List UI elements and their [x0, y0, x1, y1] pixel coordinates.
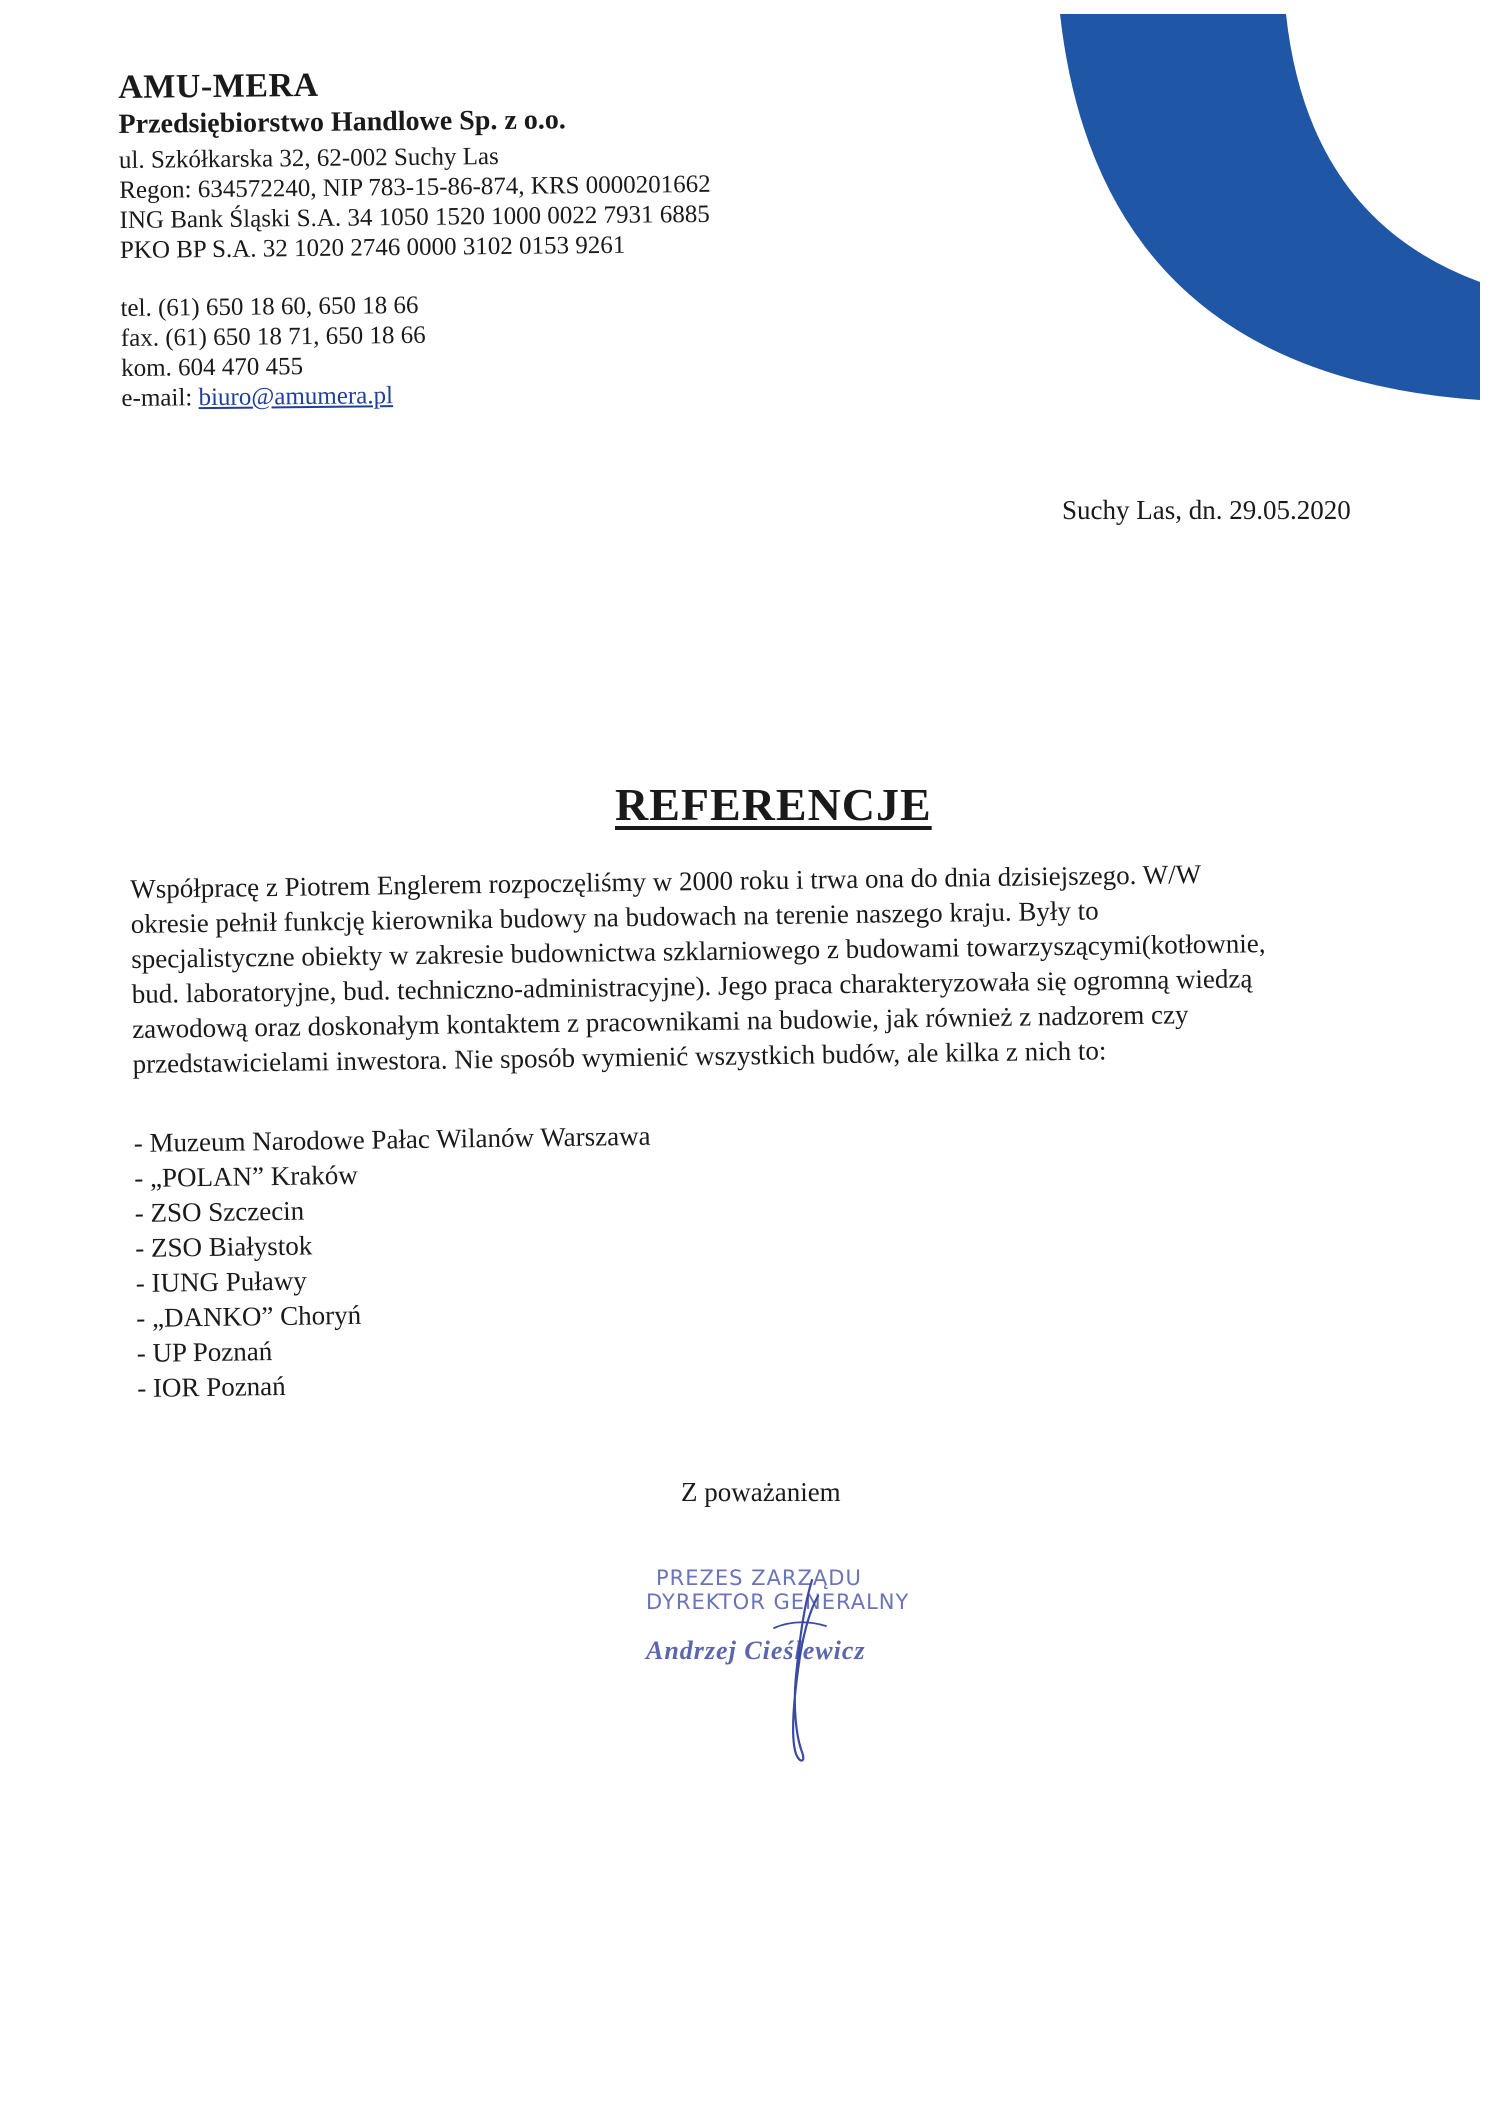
- list-item: - „DANKO” Choryń: [136, 1299, 362, 1333]
- list-item: - IOR Poznań: [136, 1370, 286, 1403]
- body-line: zawodową oraz doskonałym kontaktem z pracownikami na budowie, jak również z nadzorem czy: [131, 999, 1189, 1044]
- place-and-date: Suchy Las, dn. 29.05.2020: [1062, 495, 1351, 525]
- company-name: AMU-MERA: [118, 66, 319, 106]
- project-list: [134, 1109, 1388, 1406]
- letter-body: [130, 855, 1387, 1406]
- handwritten-signature: [760, 1576, 840, 1766]
- company-address: ul. Szkółkarska 32, 62-002 Suchy Las: [118, 143, 499, 174]
- signature-stamp: [640, 1566, 910, 1756]
- list-item: - Muzeum Narodowe Pałac Wilanów Warszawa: [133, 1120, 651, 1158]
- stamp-title-line: PREZES ZARZĄDU: [656, 1566, 862, 1590]
- fax-numbers: fax. (61) 650 18 71, 650 18 66: [120, 321, 426, 352]
- body-line: przedstawicielami inwestora. Nie sposób wymienić wszystkich budów, ale kilka z nich to:: [132, 1035, 1107, 1079]
- list-item: - ZSO Szczecin: [134, 1195, 305, 1228]
- body-line: specjalistyczne obiekty w zakresie budownictwa szklarniowego z budowami towarzyszącymi(kotłownie,: [131, 928, 1266, 974]
- stamp-signatory-name: Andrzej Cieślewicz: [646, 1636, 866, 1665]
- company-logo-arc: [1060, 14, 1480, 414]
- contact-block: [120, 286, 881, 414]
- email-label: e-mail:: [121, 384, 199, 412]
- body-line: okresie pełnił funkcję kierownika budowy na budowach na terenie naszego kraju. Były to: [130, 895, 1099, 939]
- list-item: - „POLAN” Kraków: [134, 1159, 358, 1193]
- phone-numbers: tel. (61) 650 18 60, 650 18 66: [120, 291, 419, 322]
- company-subtitle: Przedsiębiorstwo Handlowe Sp. z o.o.: [118, 104, 566, 140]
- body-line: bud. laboratoryjne, bud. techniczno-administracyjne). Jego praca charakteryzowała się ogromną wiedzą: [131, 963, 1253, 1009]
- list-item: - ZSO Białystok: [135, 1230, 313, 1263]
- bank-account-pko: PKO BP S.A. 32 1020 2746 0000 3102 0153 9261: [119, 231, 626, 264]
- bank-account-ing: ING Bank Śląski S.A. 34 1050 1520 1000 0022 7931 6885: [119, 200, 711, 234]
- closing-salutation: Z poważaniem: [681, 1477, 841, 1507]
- list-item: - IUNG Puławy: [135, 1265, 307, 1298]
- email-link[interactable]: biuro@amumera.pl: [198, 382, 394, 412]
- letterhead: [118, 60, 882, 414]
- mobile-number: kom. 604 470 455: [121, 353, 304, 382]
- body-line: Współpracę z Piotrem Englerem rozpoczęliśmy w 2000 roku i trwa ona do dnia dzisiejszego. W/W: [130, 859, 1202, 904]
- document-title: REFERENCJE: [615, 779, 932, 830]
- stamp-title-line: DYREKTOR GENERALNY: [646, 1590, 910, 1614]
- company-registration: Regon: 634572240, NIP 783-15-86-874, KRS 0000201662: [119, 170, 711, 204]
- list-item: - UP Poznań: [136, 1336, 273, 1368]
